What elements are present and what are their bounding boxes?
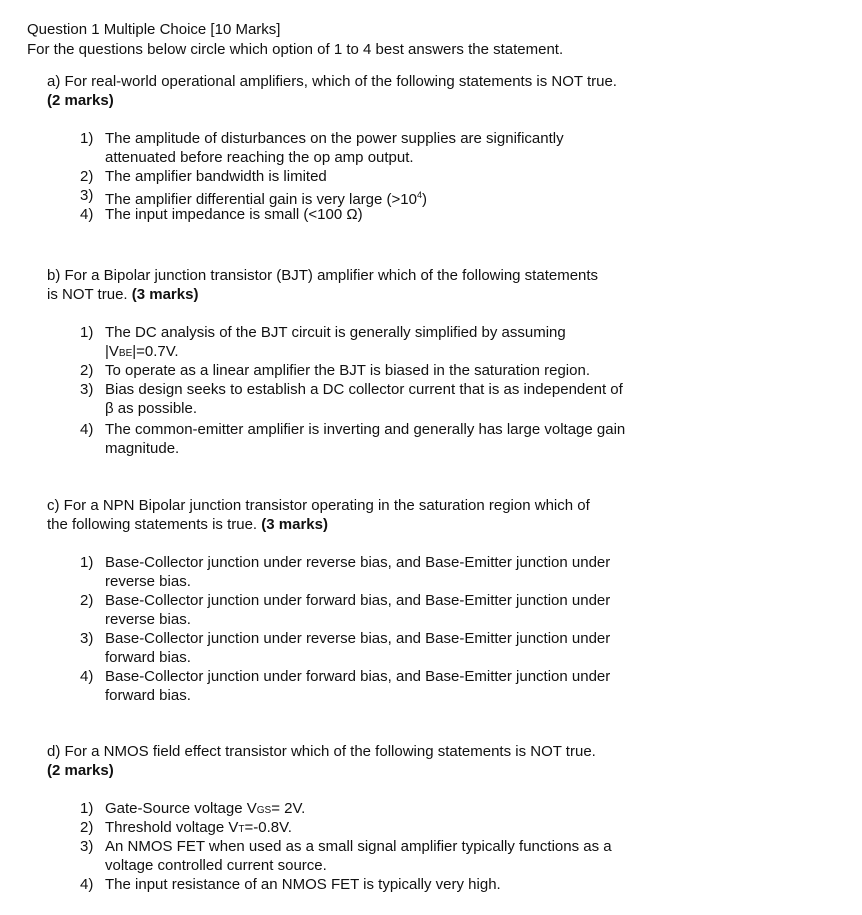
part-c-option-3-number: 3) xyxy=(80,630,94,647)
part-a-stem: a) For real-world operational amplifiers, which of the following statements is NOT true. xyxy=(47,73,617,90)
part-b-option-1-number: 1) xyxy=(80,324,94,341)
part-c-option-2-line-1: Base-Collector junction under forward bias, and Base-Emitter junction under xyxy=(105,592,611,609)
part-c-option-1-number: 1) xyxy=(80,554,94,571)
part-a-option-1-line-1: The amplitude of disturbances on the power supplies are significantly xyxy=(105,130,564,147)
part-d-option-3-line-1: An NMOS FET when used as a small signal amplifier typically functions as a xyxy=(105,838,612,855)
part-d-marks: (2 marks) xyxy=(47,762,114,779)
part-b-option-4-line-2: magnitude. xyxy=(105,440,180,457)
part-a-option-1-number: 1) xyxy=(80,130,94,147)
part-b-option-4-number: 4) xyxy=(80,421,94,438)
part-c-option-2-number: 2) xyxy=(80,592,94,609)
part-b-stem-line-1: b) For a Bipolar junction transistor (BJT) amplifier which of the following statements xyxy=(47,267,599,284)
part-b-option-3-number: 3) xyxy=(80,381,94,398)
part-d-option-2-number: 2) xyxy=(80,819,94,836)
part-a-option-2-text: The amplifier bandwidth is limited xyxy=(105,168,327,185)
part-d-option-2-text: Threshold voltage VT=-0.8V. xyxy=(105,819,292,836)
part-d-option-1-text: Gate-Source voltage VGS= 2V. xyxy=(105,800,306,817)
part-a-option-1-line-2: attenuated before reaching the op amp output. xyxy=(105,149,414,166)
part-a-option-3-text: The amplifier differential gain is very large $(>10^4)$ xyxy=(105,190,427,208)
part-b-option-1-line-1: The DC analysis of the BJT circuit is generally simplified by assuming xyxy=(105,324,566,341)
part-a-option-4-number: 4) xyxy=(80,206,94,223)
part-d-option-1-number: 1) xyxy=(80,800,94,817)
part-d-option-3-line-2: voltage controlled current source. xyxy=(105,857,327,874)
part-a-marks: (2 marks) xyxy=(47,92,114,109)
part-b-option-2-number: 2) xyxy=(80,362,94,379)
vbe-subscript: BE xyxy=(118,348,133,359)
part-a-option-2-number: 2) xyxy=(80,168,94,185)
part-c-stem-line-2: the following statements is true. (3 marks) xyxy=(47,516,328,533)
part-c-option-1-line-1: Base-Collector junction under reverse bias, and Base-Emitter junction under xyxy=(105,554,611,571)
part-d-option-3-number: 3) xyxy=(80,838,94,855)
part-c-option-4-number: 4) xyxy=(80,668,94,685)
part-b-option-3-line-2: β as possible. xyxy=(105,400,198,417)
vgs-subscript: GS xyxy=(256,805,272,816)
part-b-option-2-text: To operate as a linear amplifier the BJT is biased in the saturation region. xyxy=(105,362,590,379)
part-b-option-1-line-2: |VBE|=0.7V. xyxy=(105,343,179,360)
part-c-marks: (3 marks) xyxy=(261,516,328,533)
part-a-option-3-number: 3) xyxy=(80,187,94,204)
part-c-option-3-line-2: forward bias. xyxy=(105,649,191,666)
exponent-superscript: 4 xyxy=(416,190,422,200)
part-b-option-4-line-1: The common-emitter amplifier is inverting and generally has large voltage gain xyxy=(105,421,626,438)
vt-subscript: T xyxy=(238,824,245,835)
part-b-marks: (3 marks) xyxy=(131,286,199,303)
part-b-option-3-line-1: Bias design seeks to establish a DC collector current that is as independent of xyxy=(105,381,623,398)
part-d-option-4-number: 4) xyxy=(80,876,94,893)
part-d-option-4-text: The input resistance of an NMOS FET is typically very high. xyxy=(105,876,501,893)
part-d-stem: d) For a NMOS field effect transistor which of the following statements is NOT true. xyxy=(47,743,596,760)
part-c-option-1-line-2: reverse bias. xyxy=(105,573,191,590)
part-c-stem-line-1: c) For a NPN Bipolar junction transistor operating in the saturation region which of xyxy=(47,497,590,514)
question-title: Question 1 Multiple Choice [10 Marks] xyxy=(27,21,281,38)
part-c-option-2-line-2: reverse bias. xyxy=(105,611,191,628)
part-a-option-4-text: The input impedance is small (<100 Ω) xyxy=(105,206,363,223)
part-c-option-4-line-2: forward bias. xyxy=(105,687,191,704)
part-c-option-3-line-1: Base-Collector junction under reverse bias, and Base-Emitter junction under xyxy=(105,630,611,647)
part-c-option-4-line-1: Base-Collector junction under forward bias, and Base-Emitter junction under xyxy=(105,668,611,685)
part-b-stem-line-2: is NOT true. (3 marks) xyxy=(47,286,199,303)
instruction-text: For the questions below circle which option of 1 to 4 best answers the statement. xyxy=(27,41,564,58)
